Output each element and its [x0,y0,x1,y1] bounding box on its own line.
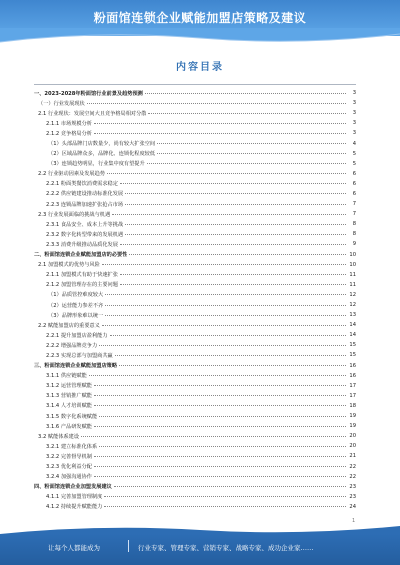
toc-entry-label: （3）品牌形象难以统一 [48,312,104,319]
toc-entry[interactable] [34,421,356,431]
toc-entry-page: 16 [349,362,356,369]
toc-leader-dots [94,123,346,124]
toc-entry[interactable] [34,502,356,512]
toc-leader-dots [120,274,346,275]
toc-entry-label: 2.1.1 市场规模分析 [46,120,92,127]
toc-entry[interactable] [34,108,356,118]
toc-entry-label: 2.2.3 实现总部与加盟商共赢 [46,352,113,359]
toc-leader-dots [129,254,346,255]
toc-entry[interactable] [34,492,356,502]
toc-entry[interactable] [34,461,356,471]
toc-leader-dots [125,193,346,194]
toc-leader-dots [157,143,346,144]
toc-leader-dots [99,416,346,417]
toc-entry-label: 2.3.3 消费升级推动品质化发展 [46,241,118,248]
toc-leader-dots [119,365,346,366]
toc-leader-dots [94,466,346,467]
toc-entry-page: 10 [349,261,356,268]
toc-entry[interactable] [34,260,356,270]
toc-leader-dots [157,153,346,154]
toc-entry[interactable] [34,270,356,280]
toc-entry-page: 8 [352,221,356,228]
toc-entry-page: 3 [352,130,356,137]
toc-entry-page: 20 [349,443,356,450]
toc-entry-label: 2.2.1 提升加盟店盈利能力 [46,332,108,339]
toc-entry[interactable] [34,320,356,330]
toc-entry[interactable] [34,219,356,229]
toc-leader-dots [114,486,346,487]
toc-entry[interactable] [34,128,356,138]
toc-entry[interactable] [34,381,356,391]
toc-entry-label: 3.1.6 产品研发赋能 [46,423,92,430]
toc-entry-label: 2.2.2 增强品牌竞争力 [46,342,98,349]
footer-divider [128,540,129,552]
toc-entry-page: 3 [352,100,356,107]
toc-entry-label: 3.1.4 人才培训赋能 [46,403,92,410]
toc-entry[interactable] [34,441,356,451]
toc-entry-label: 2.2.2 供应链建设推动标准化发展 [46,191,124,198]
toc-entry[interactable] [34,330,356,340]
toc-entry[interactable] [34,300,356,310]
toc-entry-page: 6 [352,170,356,177]
toc-entry-page: 7 [352,201,356,208]
toc-entry-label: 一、2023-2028年粉面馆行业前景及趋势预测 [34,90,143,97]
toc-entry-page: 9 [352,241,356,248]
toc-entry[interactable] [34,118,356,128]
toc-entry[interactable] [34,149,356,159]
toc-entry-page: 11 [349,271,356,278]
toc-leader-dots [94,395,346,396]
toc-leader-dots [105,315,346,316]
toc-entry[interactable] [34,340,356,350]
toc-entry-page: 6 [352,180,356,187]
toc-entry-page: 4 [352,140,356,147]
toc-entry-page: 19 [349,423,356,430]
toc-leader-dots [94,133,346,134]
toc-entry[interactable] [34,209,356,219]
toc-divider [34,84,356,85]
toc-leader-dots [94,385,346,386]
toc-entry-label: 3.2.4 加强沟通协作 [46,474,92,481]
toc-entry[interactable] [34,401,356,411]
toc-leader-dots [115,355,346,356]
toc-entry-label: （一）行业发展现状 [38,100,85,107]
toc-leader-dots [94,426,346,427]
toc-entry-label: 2.2.3 连锁品牌加速扩张抢占市场 [46,201,124,208]
toc-leader-dots [102,325,346,326]
toc-leader-dots [110,335,346,336]
toc-entry-page: 19 [349,413,356,420]
toc-entry[interactable] [34,391,356,401]
toc-entry-label: 4.1.1 完善加盟管理制度 [46,494,103,501]
page-number: 1 [352,518,356,524]
toc-entry-label: 2.3.2 数字化转型带来的发展机遇 [46,231,124,238]
toc-entry[interactable] [34,169,356,179]
toc-entry-label: （2）运营能力参差不齐 [48,302,104,309]
toc-leader-dots [107,173,346,174]
toc-entry-page: 24 [349,503,356,510]
toc-entry-page: 17 [349,392,356,399]
toc-leader-dots [125,224,346,225]
toc-entry-label: 2.1.1 加盟模式有助于快速扩张 [46,272,118,279]
toc-leader-dots [145,93,346,94]
toc-entry-page: 3 [352,110,356,117]
toc-entry-label: 2.1 行业现状：发展空间大且竞争格局相对分散 [38,110,147,117]
toc-entry-page: 17 [349,382,356,389]
toc-entry-label: （1）品质管控难度较大 [48,292,104,299]
toc-entry-page: 18 [349,402,356,409]
toc-entry-label: 3.1.1 供应链赋能 [46,373,87,380]
toc-entry-page: 3 [352,120,356,127]
toc-entry-label: 2.1.2 加盟管理存在的主要问题 [46,282,118,289]
toc-entry-label: 3.2.1 建立标准化体系 [46,443,98,450]
toc-leader-dots [112,214,346,215]
toc-entry-label: 3.1.3 营销推广赋能 [46,393,92,400]
toc-entry[interactable] [34,411,356,421]
toc-leader-dots [89,375,346,376]
toc-entry-page: 10 [349,251,356,258]
toc-entry-label: 3.2.2 完善督导机制 [46,453,92,460]
toc-entry-label: （2）区域品牌众多，品牌化、连锁化程度较低 [48,151,156,158]
toc-entry[interactable] [34,88,356,98]
toc-entry[interactable] [34,138,356,148]
toc-leader-dots [125,204,346,205]
toc-entry-label: 2.2.1 粉面类餐饮消费需求稳定 [46,181,118,188]
toc-entry[interactable] [34,290,356,300]
toc-leader-dots [104,506,346,507]
toc-entry-label: 2.2 行业驱动因素及发展趋势 [38,171,105,178]
toc-leader-dots [120,284,346,285]
toc-entry-page: 5 [352,160,356,167]
toc-heading: 内容目录 [176,62,224,73]
toc-entry-label: 2.2 赋能加盟店的重要意义 [38,322,100,329]
toc-entry-label: 3.1.5 数字化系统赋能 [46,413,98,420]
toc-entry[interactable] [34,350,356,360]
toc-entry[interactable] [34,199,356,209]
toc-entry[interactable] [34,159,356,169]
toc-leader-dots [99,345,346,346]
toc-entry[interactable] [34,98,356,108]
toc-entry[interactable] [34,472,356,482]
toc-entry-page: 21 [349,453,356,460]
toc-entry[interactable] [34,482,356,492]
toc-leader-dots [105,305,346,306]
toc-entry[interactable] [34,280,356,290]
toc-entry-page: 14 [349,332,356,339]
toc-entry-label: 2.1.2 竞争格局分析 [46,130,92,137]
toc-entry-page: 8 [352,231,356,238]
toc-entry[interactable] [34,310,356,320]
toc-entry[interactable] [34,431,356,441]
toc-entry-label: （1）头部品牌门店数量少，尚有较大扩张空间 [48,141,156,148]
toc-leader-dots [81,436,346,437]
toc-entry-label: 3.1.2 运营管理赋能 [46,383,92,390]
toc-entry-page: 20 [349,433,356,440]
toc-leader-dots [147,163,346,164]
toc-entry-label: 二、粉面馆连锁企业赋能加盟店的必要性 [34,252,128,259]
toc-leader-dots [148,113,346,114]
toc-entry-page: 15 [349,352,356,359]
toc-entry-page: 12 [349,302,356,309]
toc-entry-label: 2.1 加盟模式的优势与风险 [38,262,100,269]
toc-entry[interactable] [34,179,356,189]
toc-entry-label: 2.3.1 食品安全、成本上升等挑战 [46,221,124,228]
toc-entry-page: 16 [349,372,356,379]
toc-leader-dots [105,294,346,295]
toc-entry-page: 5 [352,150,356,157]
toc-entry-label: （3）连锁趋势明显，行业集中度有望提升 [48,161,145,168]
toc-leader-dots [102,264,346,265]
toc-leader-dots [94,456,346,457]
toc-leader-dots [120,183,346,184]
toc-entry-label: 四、粉面馆连锁企业加盟发展建议 [34,484,112,491]
toc-entry-page: 22 [349,463,356,470]
toc-leader-dots [94,476,346,477]
toc-entry-page: 7 [352,211,356,218]
toc-entry-page: 6 [352,190,356,197]
toc-entry[interactable] [34,189,356,199]
toc-entry[interactable] [34,451,356,461]
toc-entry-label: 2.3 行业发展面临的挑战与机遇 [38,211,111,218]
toc-entry[interactable] [34,229,356,239]
footer-slogan-left: 让每个人都能成为 [48,544,100,552]
toc-entry-page: 23 [349,483,356,490]
toc-entry[interactable] [34,239,356,249]
toc-leader-dots [87,103,346,104]
toc-entry-page: 15 [349,342,356,349]
toc-entry-label: 3.2 赋能体系建设 [38,433,80,440]
toc-entry-label: 3.2.3 优化利益分配 [46,464,92,471]
header-wave [0,28,400,48]
toc-entry-page: 12 [349,291,356,298]
toc-entry[interactable] [34,250,356,260]
document-title: 粉面馆连锁企业赋能加盟店策略及建议 [93,11,307,25]
toc-entry-label: 4.1.2 持续提升赋能能力 [46,504,103,511]
toc-leader-dots [120,244,346,245]
toc-entry[interactable] [34,361,356,371]
toc-entry-page: 3 [352,90,356,97]
toc-entry[interactable] [34,371,356,381]
toc-entry-page: 23 [349,493,356,500]
toc-entry-page: 14 [349,322,356,329]
toc-leader-dots [94,405,346,406]
footer-slogan-right: 行业专家、管理专家、营销专家、战略专家、成功企业家…… [138,544,314,552]
toc-entry-label: 三、粉面馆连锁企业赋能加盟店策略 [34,363,118,370]
toc-leader-dots [104,496,346,497]
table-of-contents [34,88,356,512]
toc-leader-dots [99,446,346,447]
toc-entry-page: 11 [349,281,356,288]
toc-leader-dots [125,234,346,235]
toc-entry-page: 22 [349,473,356,480]
toc-entry-page: 13 [349,312,356,319]
